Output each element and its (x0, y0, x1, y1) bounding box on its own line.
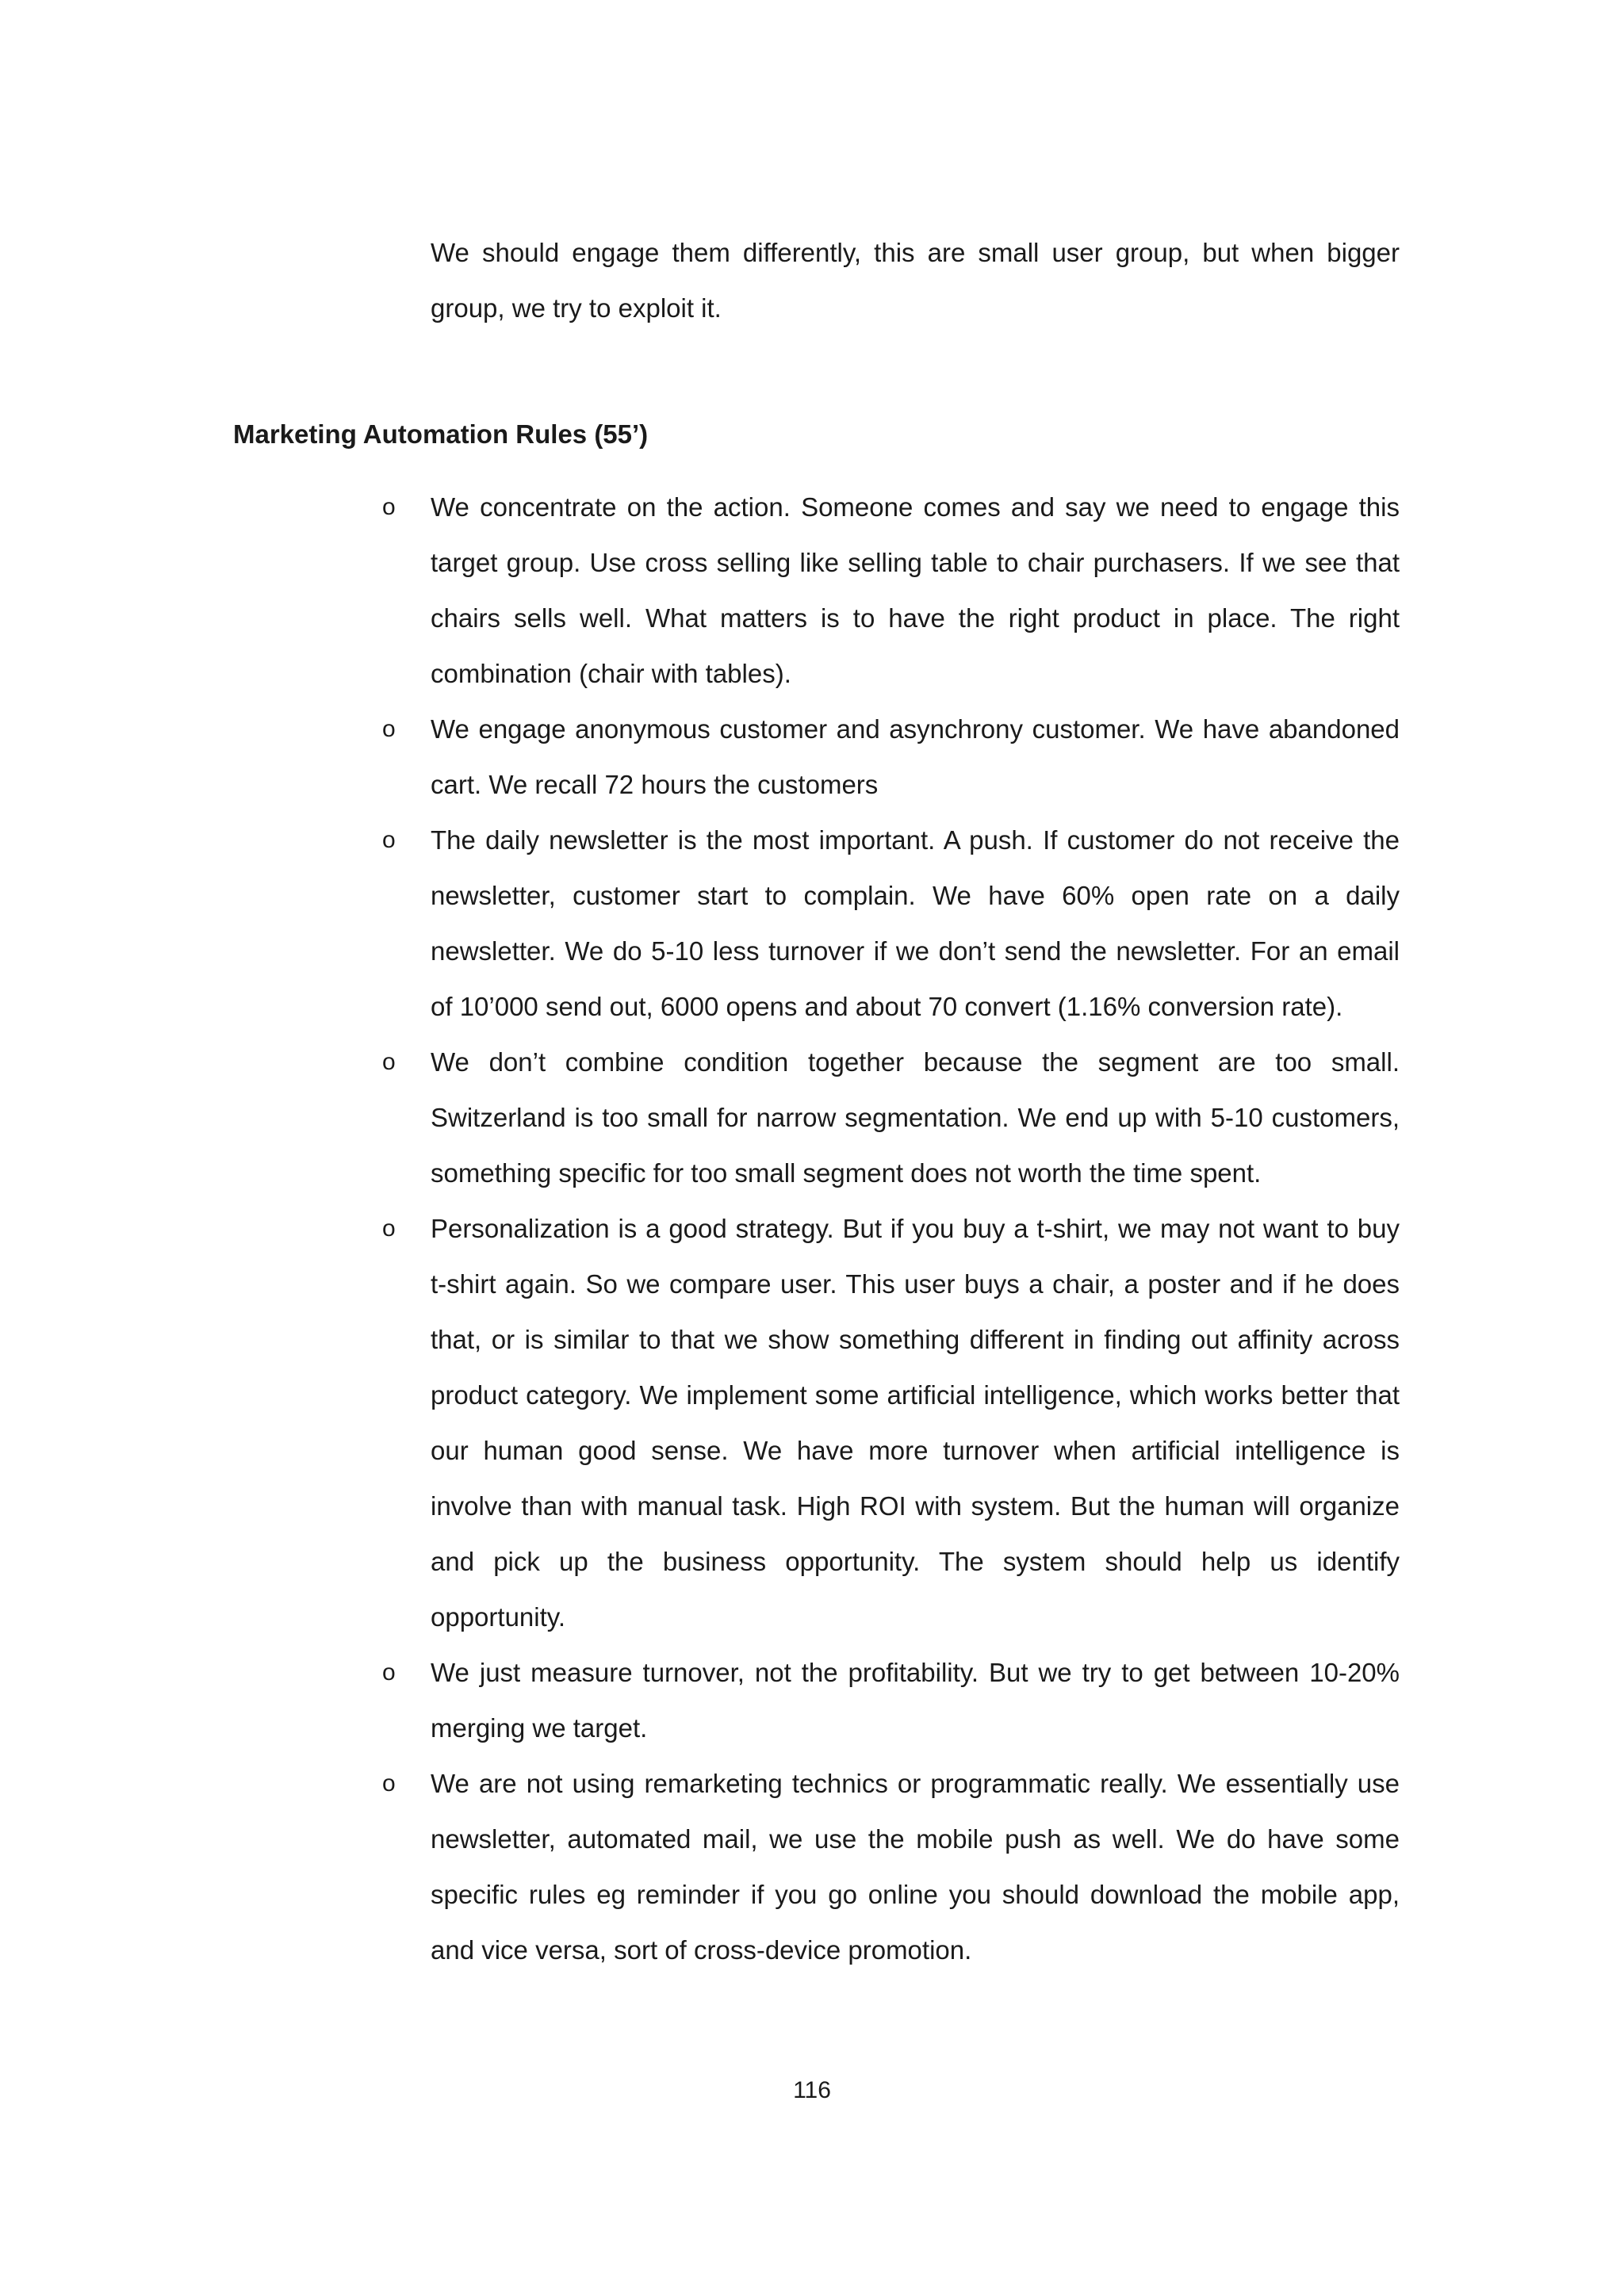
list-item-text: We are not using remarketing technics or programmatic really. We essentially use newsletter, automated mail, we use the mobile push as well. We do have some specific rules eg reminder if you go online you should download the mobile app, and vice versa, sort of cross-device promotion. (431, 1769, 1400, 1965)
bullet-marker: o (382, 716, 396, 742)
list-item-text: The daily newsletter is the most important. A push. If customer do not receive the newsletter, customer start to complain. We have 60% open rate on a daily newsletter. We do 5-10 less turnover if we don’t send the newsletter. For an email of 10’000 send out, 6000 opens and about 70 convert (1.16% conversion rate). (431, 825, 1400, 1021)
list-item (373, 813, 1400, 1035)
bullet-marker: o (382, 1659, 396, 1686)
list-item (373, 1035, 1400, 1201)
bullet-marker: o (382, 827, 396, 853)
bullet-marker: o (382, 1770, 396, 1797)
list-item-text: We just measure turnover, not the profitability. But we try to get between 10-20% merging we target. (431, 1658, 1400, 1743)
list-item (373, 1201, 1400, 1645)
section-heading: Marketing Automation Rules (55’) (233, 419, 649, 449)
list-item-text: We don’t combine condition together because the segment are too small. Switzerland is too small for narrow segmentation. We end up with 5-10 customers, something specific for too small segment does not worth the time spent. (431, 1047, 1400, 1188)
list-item-text: Personalization is a good strategy. But if you buy a t-shirt, we may not want to buy t-shirt again. So we compare user. This user buys a chair, a poster and if he does that, or is similar to that we show something different in finding out affinity across product category. We implement some artificial intelligence, which works better that our human good sense. We have more turnover when artificial intelligence is involve than with manual task. High ROI with system. But the human will organize and pick up the business opportunity. The system should help us identify opportunity. (431, 1214, 1400, 1632)
bullet-list (373, 480, 1400, 1978)
page-number: 116 (793, 2077, 831, 2103)
list-item (373, 702, 1400, 813)
bullet-marker: o (382, 1215, 396, 1242)
list-item-text: We engage anonymous customer and asynchrony customer. We have abandoned cart. We recall 72 hours the customers (431, 714, 1400, 799)
list-item-text: We concentrate on the action. Someone comes and say we need to engage this target group. Use cross selling like selling table to chair purchasers. If we see that chairs sells well. What matters is to have the right product in place. The right combination (chair with tables). (431, 492, 1400, 688)
list-item (373, 1756, 1400, 1978)
list-item (373, 1645, 1400, 1756)
bullet-marker: o (382, 494, 396, 520)
list-item (373, 480, 1400, 702)
bullet-marker: o (382, 1049, 396, 1075)
intro-paragraph: We should engage them differently, this are small user group, but when bigger group, we try to exploit it. (431, 238, 1400, 323)
